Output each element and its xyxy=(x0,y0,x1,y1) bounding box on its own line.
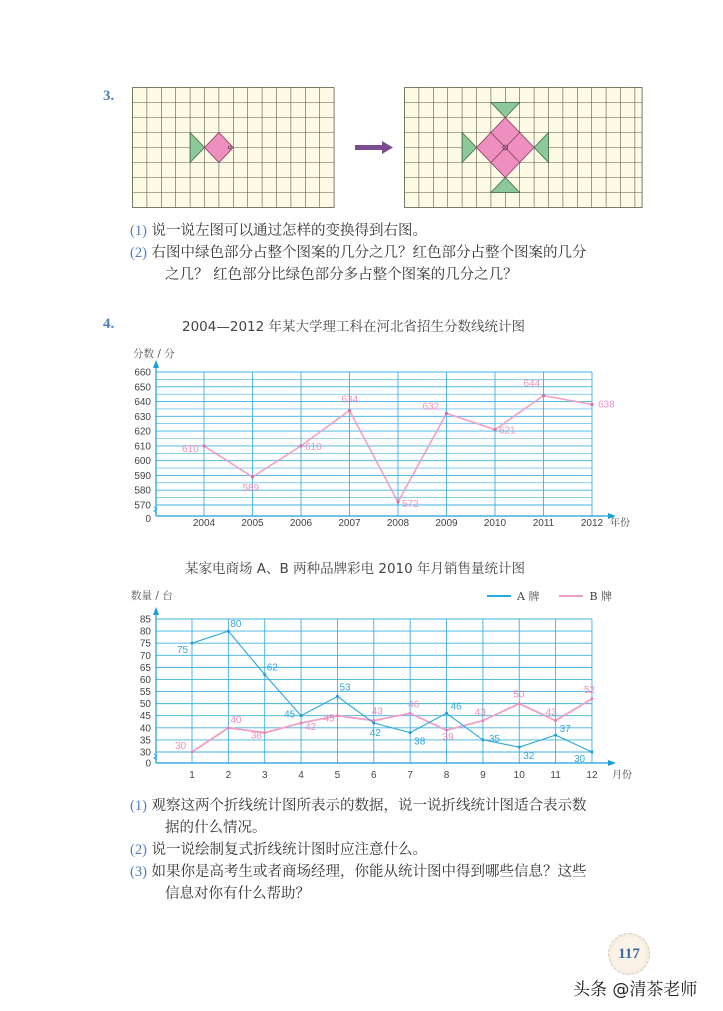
svg-text:55: 55 xyxy=(139,687,151,699)
svg-text:62: 62 xyxy=(266,662,278,674)
question-4-3-cont: 信息对你有什么帮助？ xyxy=(165,886,310,902)
svg-text:46: 46 xyxy=(408,699,420,711)
svg-text:60: 60 xyxy=(139,674,151,686)
svg-text:38: 38 xyxy=(414,736,426,748)
svg-text:632: 632 xyxy=(422,401,440,413)
question-4-3: (3) 如果你是高考生或者商场经理，你能从统计图中得到哪些信息？这些 xyxy=(130,864,587,880)
svg-text:1: 1 xyxy=(189,770,195,781)
question-4-2: (2) 说一说绘制复式折线统计图时应注意什么。 xyxy=(130,842,428,858)
svg-text:39: 39 xyxy=(442,732,454,744)
svg-text:630: 630 xyxy=(134,411,151,423)
watermark: 头条 @清茶老师 xyxy=(573,980,698,1000)
svg-text:11: 11 xyxy=(550,770,561,781)
svg-text:10: 10 xyxy=(513,770,525,781)
svg-text:50: 50 xyxy=(513,689,525,701)
svg-text:40: 40 xyxy=(230,714,242,726)
svg-text:634: 634 xyxy=(341,394,359,406)
svg-text:2011: 2011 xyxy=(532,518,555,529)
svg-text:月份: 月份 xyxy=(612,770,632,781)
question-3-2-cont: 之几？ 红色部分比绿色部分多占整个图案的几分之几？ xyxy=(165,267,518,283)
problem-3-number: 3. xyxy=(103,88,115,104)
svg-text:75: 75 xyxy=(139,638,151,650)
svg-text:53: 53 xyxy=(339,682,351,694)
svg-text:2004: 2004 xyxy=(192,518,216,529)
svg-text:42: 42 xyxy=(369,727,381,739)
page-number-badge xyxy=(608,933,650,975)
svg-text:80: 80 xyxy=(139,626,151,638)
svg-text:32: 32 xyxy=(523,751,535,763)
svg-text:2005: 2005 xyxy=(241,518,264,529)
svg-text:35: 35 xyxy=(139,735,151,747)
svg-text:30: 30 xyxy=(573,754,586,765)
svg-text:80: 80 xyxy=(230,619,242,631)
chart-1-ylabel: 分数 / 分 xyxy=(133,348,175,360)
svg-text:37: 37 xyxy=(559,724,571,736)
legend-label-b: B 牌 xyxy=(589,590,613,603)
svg-text:2006: 2006 xyxy=(289,518,313,529)
svg-text:2007: 2007 xyxy=(338,518,361,529)
svg-text:570: 570 xyxy=(134,500,151,512)
svg-text:0: 0 xyxy=(145,758,151,770)
svg-text:6: 6 xyxy=(371,770,377,781)
question-3-1: (1) 说一说左图可以通过怎样的变换得到右图。 xyxy=(130,223,428,239)
svg-text:644: 644 xyxy=(523,378,541,390)
svg-text:43: 43 xyxy=(545,707,557,719)
svg-text:2012: 2012 xyxy=(580,518,604,529)
svg-text:610: 610 xyxy=(182,443,199,455)
svg-text:年份: 年份 xyxy=(610,518,630,529)
svg-text:45: 45 xyxy=(323,713,335,725)
svg-text:2008: 2008 xyxy=(386,518,410,529)
svg-text:65: 65 xyxy=(139,662,151,674)
svg-text:40: 40 xyxy=(139,723,151,735)
svg-text:610: 610 xyxy=(134,441,151,453)
svg-text:2010: 2010 xyxy=(483,518,507,529)
svg-text:30: 30 xyxy=(175,741,187,752)
svg-text:8: 8 xyxy=(443,770,450,781)
chart-2-ylabel: 数量 / 台 xyxy=(131,590,173,602)
svg-text:572: 572 xyxy=(402,499,419,511)
svg-text:2009: 2009 xyxy=(435,518,458,529)
page-number: 117 xyxy=(618,945,640,962)
svg-text:12: 12 xyxy=(586,770,598,781)
svg-text:45: 45 xyxy=(139,711,151,723)
svg-text:45: 45 xyxy=(284,709,296,721)
svg-text:75: 75 xyxy=(177,645,189,657)
chart-1-title: 2004—2012 年某大学理工科在河北省招生分数线统计图 xyxy=(182,319,526,335)
svg-text:30: 30 xyxy=(139,747,151,759)
svg-text:660: 660 xyxy=(134,367,151,379)
svg-text:42: 42 xyxy=(305,721,317,733)
svg-text:52: 52 xyxy=(583,684,596,696)
svg-text:638: 638 xyxy=(598,399,615,411)
svg-text:5: 5 xyxy=(334,770,341,781)
svg-text:590: 590 xyxy=(134,470,151,482)
svg-text:650: 650 xyxy=(134,382,151,394)
svg-text:589: 589 xyxy=(242,482,260,494)
svg-text:620: 620 xyxy=(134,426,151,438)
svg-text:7: 7 xyxy=(407,770,413,781)
question-3-2: (2) 右图中绿色部分占整个图案的几分之几？红色部分占整个图案的几分 xyxy=(130,245,587,261)
question-4-1: (1) 观察这两个折线统计图所表示的数据，说一说折线统计图适合表示数 xyxy=(130,798,587,814)
svg-text:0: 0 xyxy=(145,514,151,525)
chart-2-title: 某家电商场 A、B 两种品牌彩电 2010 年月销售量统计图 xyxy=(185,561,526,577)
question-4-1-cont: 据的什么情况。 xyxy=(165,820,267,836)
svg-text:4: 4 xyxy=(298,770,304,781)
problem-4-number: 4. xyxy=(103,316,115,332)
svg-text:38: 38 xyxy=(250,730,262,742)
svg-text:610: 610 xyxy=(305,441,322,453)
svg-text:85: 85 xyxy=(139,614,151,626)
svg-text:600: 600 xyxy=(134,456,151,468)
svg-text:50: 50 xyxy=(139,699,151,711)
svg-text:3: 3 xyxy=(261,770,268,781)
svg-text:580: 580 xyxy=(134,485,151,497)
legend-label-a: A 牌 xyxy=(517,590,540,603)
svg-text:9: 9 xyxy=(480,770,486,781)
svg-text:621: 621 xyxy=(499,425,516,437)
svg-text:43: 43 xyxy=(474,707,487,719)
svg-text:640: 640 xyxy=(134,397,151,409)
svg-text:2: 2 xyxy=(225,770,232,781)
svg-text:46: 46 xyxy=(450,701,462,713)
svg-text:35: 35 xyxy=(488,733,501,745)
svg-text:70: 70 xyxy=(139,650,151,662)
svg-text:43: 43 xyxy=(371,706,383,718)
problem-4-questions xyxy=(130,795,660,905)
